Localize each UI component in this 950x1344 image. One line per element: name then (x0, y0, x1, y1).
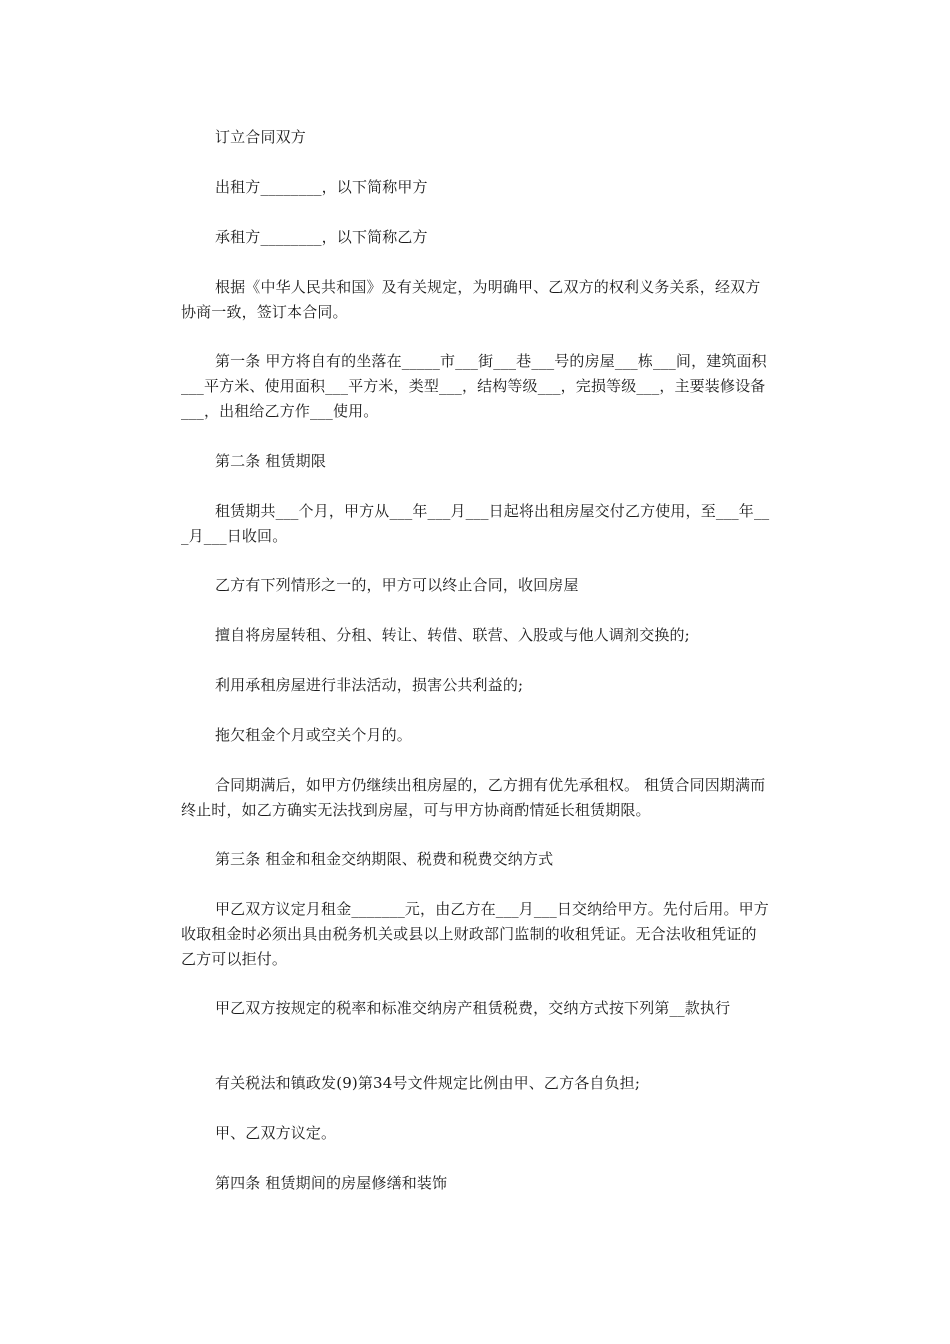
article-2-heading: 第二条 租赁期限 (215, 452, 326, 470)
tax-option-1-paragraph: 有关税法和镇政发(9)第34号文件规定比例由甲、乙方各自负担; (215, 1074, 641, 1092)
preamble-paragraph: 根据《中华人民共和国》及有关规定，为明确甲、乙双方的权利义务关系，经双方协商一致，签订本合同。 (181, 278, 761, 321)
condition-arrears-paragraph: 拖欠租金个月或空关个月的。 (215, 726, 412, 744)
termination-conditions-paragraph: 乙方有下列情形之一的，甲方可以终止合同，收回房屋 (215, 576, 579, 594)
article-1-paragraph: 第一条 甲方将自有的坐落在_____市___街___巷___号的房屋___栋___间，建筑面积___平方米、使用面积___平方米，类型___，结构等级___，完损等级___，主要装修设备___，出租给乙方作___使用。 (181, 352, 767, 420)
contract-parties-heading: 订立合同双方 (215, 128, 306, 146)
condition-illegal-use-paragraph: 利用承租房屋进行非法活动，损害公共利益的; (215, 676, 524, 694)
renewal-priority-paragraph: 合同期满后，如甲方仍继续出租房屋的，乙方拥有优先承租权。 租赁合同因期满而终止时，如乙方确实无法找到房屋，可与甲方协商酌情延长租赁期限。 (181, 776, 766, 819)
lease-term-paragraph: 租赁期共___个月，甲方从___年___月___日起将出租房屋交付乙方使用，至___年___月___日收回。 (181, 502, 770, 545)
article-3-heading: 第三条 租金和租金交纳期限、税费和税费交纳方式 (215, 850, 554, 868)
rent-payment-paragraph: 甲乙双方议定月租金_______元，由乙方在___月___日交纳给甲方。先付后用。甲方收取租金时必须出具由税务机关或县以上财政部门监制的收租凭证。无合法收租凭证的乙方可以拒付。 (181, 900, 769, 968)
lessee-line: 承租方________，以下简称乙方 (215, 228, 428, 246)
lessor-line: 出租方________，以下简称甲方 (215, 178, 428, 196)
article-4-heading: 第四条 租赁期间的房屋修缮和装饰 (215, 1174, 448, 1192)
tax-payment-paragraph: 甲乙双方按规定的税率和标准交纳房产租赁税费，交纳方式按下列第__款执行 (215, 999, 731, 1017)
condition-sublease-paragraph: 擅自将房屋转租、分租、转让、转借、联营、入股或与他人调剂交换的; (215, 626, 690, 644)
tax-option-2-paragraph: 甲、乙双方议定。 (215, 1124, 337, 1142)
